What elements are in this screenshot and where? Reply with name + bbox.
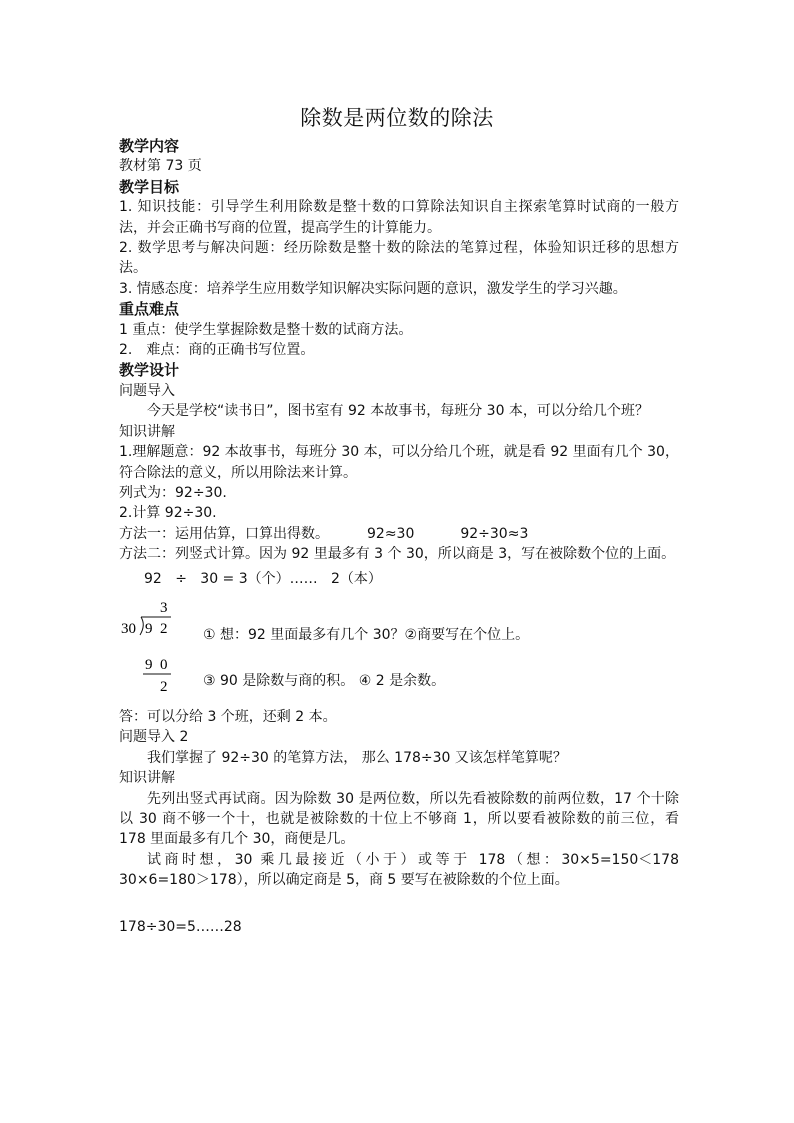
long-division-figure xyxy=(119,589,199,707)
goal-item-1: 1. 知识技能：引导学生利用除数是整十数的口算除法知识自主探索笔算时试商的一般方法，并会正确书写商的位置，提高学生的计算能力。 xyxy=(119,199,679,236)
intro-text: 今天是学校“读书日”，图书室有 92 本故事书，每班分 30 本，可以分给几个班？ xyxy=(147,403,649,420)
key-point-1: 1 重点：使学生掌握除数是整十数的试商方法。 xyxy=(119,321,413,338)
ld-dividend-ones: 2 xyxy=(160,620,168,637)
ld-remainder: 2 xyxy=(160,678,168,695)
ld-product-tens: 9 xyxy=(145,656,153,673)
intro2-label: 问题导入 2 xyxy=(119,729,189,746)
eq-remainder: 2（本） xyxy=(331,570,382,587)
ld-divisor: 30 xyxy=(121,620,136,637)
ld-quotient: 3 xyxy=(160,599,168,616)
eq-result: 30 = 3（个）…… xyxy=(200,570,318,587)
estimate-2: 92÷30≈3 xyxy=(460,525,529,542)
result-line: 178÷30=5……28 xyxy=(119,918,242,935)
document-body xyxy=(119,136,679,937)
explain-p1: 1.理解题意：92 本故事书，每班分 30 本，可以分给几个班，就是看 92 里面有几个 30，符合除法的意义，所以用除法来计算。 xyxy=(119,444,679,481)
ld-bracket xyxy=(140,617,143,635)
ld-product-ones: 0 xyxy=(160,656,168,673)
note-one: ① 想：92 里面最多有几个 30？②商要写在个位上。 xyxy=(203,626,530,643)
intro-label: 问题导入 xyxy=(119,382,175,399)
eq-operator: ÷ xyxy=(175,570,187,587)
goal-item-3: 3. 情感态度：培养学生应用数学知识解决实际问题的意识，激发学生的学习兴趣。 xyxy=(119,280,627,297)
note-two: ③ 90 是除数与商的积。 ④ 2 是余数。 xyxy=(203,672,446,689)
ld-dividend-tens: 9 xyxy=(145,620,153,637)
explain2-label: 知识讲解 xyxy=(119,770,175,787)
method-one xyxy=(119,524,679,544)
page-title: 除数是两位数的除法 xyxy=(300,106,494,130)
heading-design: 教学设计 xyxy=(119,361,180,380)
intro2-text: 我们掌握了 92÷30 的笔算方法， 那么 178÷30 又该怎样笔算呢？ xyxy=(147,749,567,766)
key-point-2: 2. 难点：商的正确书写位置。 xyxy=(119,342,315,359)
eq-dividend: 92 xyxy=(144,570,162,587)
content-text: 教材第 73 页 xyxy=(119,158,202,175)
explain2-p1: 先列出竖式再试商。因为除数 30 是两位数，所以先看被除数的前两位数，17 个十除以 30 商不够一个十，也就是被除数的十位上不够商 1，所以要看被除数的前三位，看 178 里面最多有几个 30，商便是几。 xyxy=(119,790,679,848)
estimate-1: 92≈30 xyxy=(367,525,415,542)
long-division-block xyxy=(119,589,679,707)
explain-p2: 列式为：92÷30. xyxy=(119,484,227,501)
explain-label: 知识讲解 xyxy=(119,423,175,440)
method-two: 方法二：列竖式计算。因为 92 里最多有 3 个 30，所以商是 3，写在被除数个位的上面。 xyxy=(119,546,676,563)
method-one-text: 方法一：运用估算，口算出得数。 xyxy=(119,525,329,542)
division-equation xyxy=(119,569,679,589)
heading-key-points: 重点难点 xyxy=(119,300,180,319)
goal-item-2: 2. 数学思考与解决问题：经历除数是整十数的除法的笔算过程，体验知识迁移的思想方法。 xyxy=(119,240,679,277)
explain-p3: 2.计算 92÷30. xyxy=(119,505,217,522)
heading-content: 教学内容 xyxy=(119,137,180,155)
explain2-p2: 试商时想，30 乘几最接近（小于）或等于 178（想：30×5=150＜178 30×6=180＞178），所以确定商是 5，商 5 要写在被除数的个位上面。 xyxy=(119,851,679,889)
heading-goals: 教学目标 xyxy=(119,177,180,196)
answer-text: 答：可以分给 3 个班，还剩 2 本。 xyxy=(119,708,337,725)
